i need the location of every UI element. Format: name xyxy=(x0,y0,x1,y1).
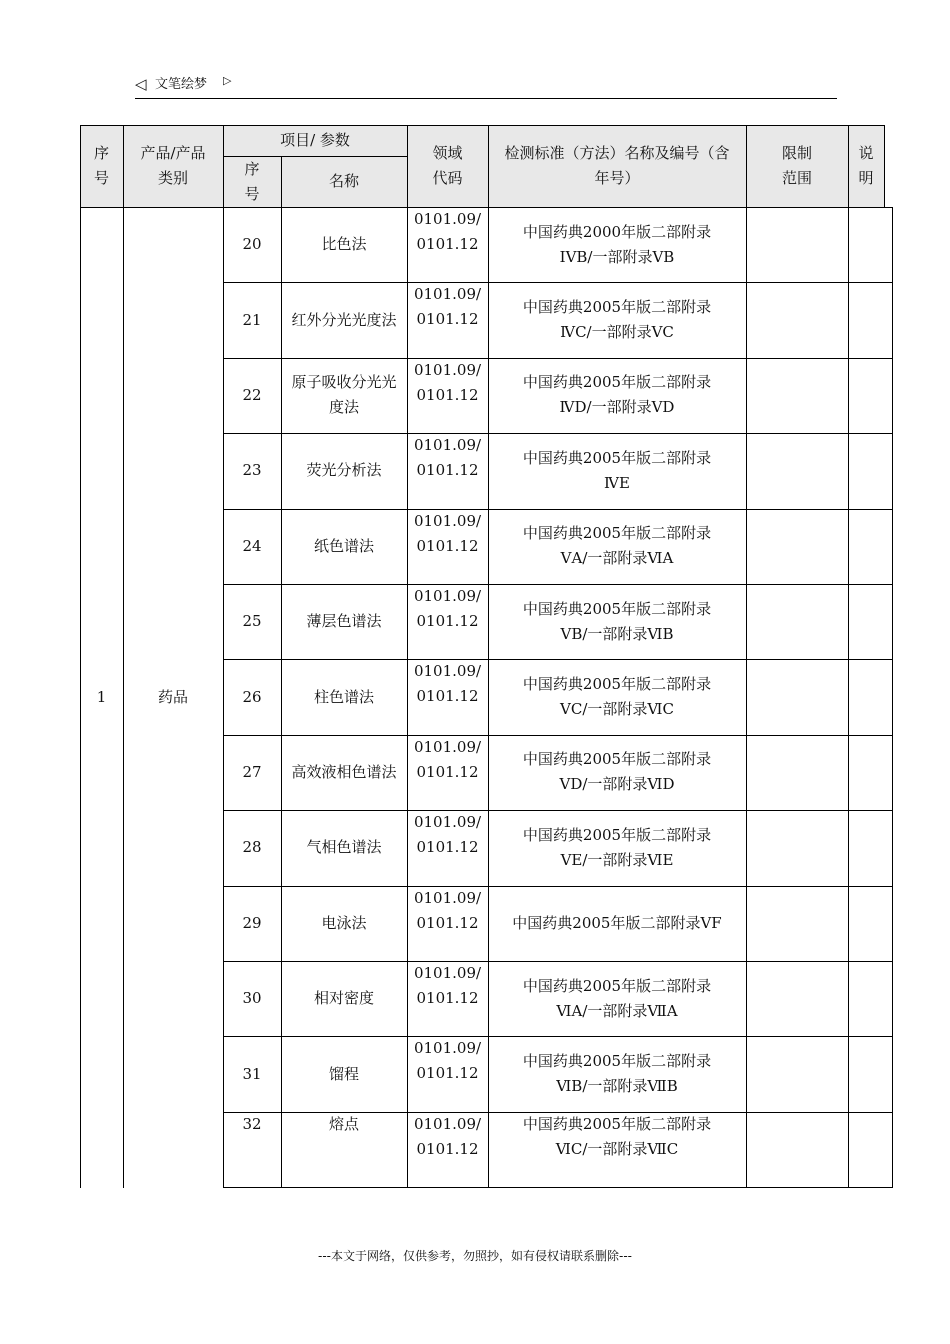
row-code-text: 0101.09/0101.12 xyxy=(413,813,482,857)
row-num-text: 23 xyxy=(242,461,262,480)
row-name xyxy=(281,659,407,734)
header-item-name xyxy=(281,156,407,207)
grid-vline xyxy=(281,156,282,1188)
grid-vline xyxy=(746,125,747,1188)
left-triangle-icon: ◁ xyxy=(135,75,147,93)
row-num-text: 28 xyxy=(242,838,262,857)
right-triangle-icon: ▷ xyxy=(223,74,232,87)
row-code xyxy=(407,961,488,1036)
header-seq xyxy=(80,125,123,207)
row-name-text: 气相色谱法 xyxy=(306,838,382,857)
table-right-border xyxy=(892,207,893,1188)
page-header xyxy=(135,74,837,99)
grid-vline xyxy=(848,125,849,1188)
row-num xyxy=(223,433,281,508)
row-standard xyxy=(488,509,746,584)
row-standard-text: 中国药典2005年版二部附录ⅤD/一部附录ⅥD xyxy=(522,750,712,794)
row-code xyxy=(407,1036,488,1111)
row-standard-text: 中国药典2005年版二部附录ⅤC/一部附录ⅥC xyxy=(522,675,712,719)
header-standard xyxy=(488,125,746,207)
row-code xyxy=(407,886,488,961)
row-code xyxy=(407,1112,488,1187)
row-name xyxy=(281,810,407,885)
row-standard xyxy=(488,886,746,961)
row-name-text: 荧光分析法 xyxy=(306,461,382,480)
row-standard-text: 中国药典2005年版二部附录ⅤA/一部附录ⅥA xyxy=(522,524,712,568)
row-name xyxy=(281,358,407,433)
row-num xyxy=(223,810,281,885)
row-name xyxy=(281,886,407,961)
row-code xyxy=(407,358,488,433)
row-name xyxy=(281,282,407,357)
header-item-seq-text: 序号 xyxy=(244,159,260,203)
row-divider xyxy=(223,1187,893,1188)
row-name xyxy=(281,1036,407,1111)
row-name xyxy=(281,584,407,659)
row-code-text: 0101.09/0101.12 xyxy=(413,210,482,253)
header-domain-code-text: 领域代码 xyxy=(432,144,463,187)
row-name xyxy=(281,509,407,584)
row-num-text: 21 xyxy=(242,310,262,329)
row-standard xyxy=(488,659,746,734)
row-name-text: 红外分光光度法 xyxy=(291,310,397,329)
row-name-text: 原子吸收分光光度法 xyxy=(291,373,397,417)
row-standard xyxy=(488,1036,746,1111)
header-note xyxy=(848,125,884,207)
header-item-group-text: 项目/ 参数 xyxy=(280,131,350,149)
row-name xyxy=(281,1112,407,1187)
row-standard-text: 中国药典2005年版二部附录ⅥB/一部附录ⅦB xyxy=(522,1052,712,1096)
row-standard xyxy=(488,735,746,810)
row-standard-text: 中国药典2005年版二部附录ⅥC/一部附录ⅦC xyxy=(522,1114,712,1158)
row-name-text: 比色法 xyxy=(321,235,367,254)
row-num xyxy=(223,961,281,1036)
header-seq-text: 序号 xyxy=(93,144,109,187)
row-num-text: 30 xyxy=(242,989,262,1008)
row-num xyxy=(223,659,281,734)
header-standard-text: 检测标准（方法）名称及编号（含年号） xyxy=(504,144,730,187)
header-category-text: 产品/产品类别 xyxy=(140,144,206,187)
row-standard xyxy=(488,584,746,659)
row-code-text: 0101.09/0101.12 xyxy=(413,964,482,1007)
header-item-name-text: 名称 xyxy=(328,172,359,190)
row-num xyxy=(223,735,281,810)
grid-vline xyxy=(488,125,489,1188)
row-num xyxy=(223,207,281,282)
row-code-text: 0101.09/0101.12 xyxy=(413,1114,482,1158)
row-num-text: 20 xyxy=(242,235,262,254)
row-num-text: 31 xyxy=(242,1064,262,1083)
row-num-text: 26 xyxy=(242,687,262,706)
row-code xyxy=(407,659,488,734)
row-standard-text: 中国药典2005年版二部附录ⅤB/一部附录ⅥB xyxy=(522,599,712,643)
header-item-seq xyxy=(223,156,281,207)
row-code xyxy=(407,433,488,508)
grid-vline xyxy=(223,125,224,1188)
row-num-text: 29 xyxy=(242,913,262,932)
row-num xyxy=(223,282,281,357)
row-standard-text: 中国药典2005年版二部附录ⅣE xyxy=(522,448,712,492)
row-code-text: 0101.09/0101.12 xyxy=(413,587,482,630)
table-top-border xyxy=(80,125,885,126)
row-num-text: 32 xyxy=(242,1114,262,1133)
row-name-text: 熔点 xyxy=(328,1114,359,1133)
group-seq-cell-text: 1 xyxy=(96,687,107,706)
header-item-group xyxy=(223,125,407,156)
header-note-text: 说明 xyxy=(858,144,874,187)
row-standard-text: 中国药典2005年版二部附录ⅤE/一部附录ⅥE xyxy=(522,825,712,869)
row-code-text: 0101.09/0101.12 xyxy=(413,285,482,329)
row-standard-text: 中国药典2005年版二部附录ⅥA/一部附录ⅦA xyxy=(522,976,712,1020)
row-num xyxy=(223,584,281,659)
group-category-cell-text: 药品 xyxy=(157,687,188,706)
header-mid-line xyxy=(223,156,408,157)
row-num xyxy=(223,509,281,584)
row-code xyxy=(407,584,488,659)
row-code-text: 0101.09/0101.12 xyxy=(413,436,482,480)
row-standard xyxy=(488,810,746,885)
row-num xyxy=(223,886,281,961)
row-code-text: 0101.09/0101.12 xyxy=(413,511,482,555)
row-name xyxy=(281,207,407,282)
row-standard-text: 中国药典2005年版二部附录ⅣD/一部附录ⅤD xyxy=(522,373,712,417)
row-standard xyxy=(488,358,746,433)
row-num xyxy=(223,358,281,433)
row-name-text: 高效液相色谱法 xyxy=(291,762,397,781)
row-num xyxy=(223,1112,281,1187)
row-code-text: 0101.09/0101.12 xyxy=(413,737,482,781)
row-num-text: 25 xyxy=(242,612,262,631)
table-left-border xyxy=(80,125,81,1188)
row-num-text: 24 xyxy=(242,536,262,555)
row-code xyxy=(407,282,488,357)
row-standard-text: 中国药典2005年版二部附录ⅤF xyxy=(512,913,722,932)
row-name-text: 柱色谱法 xyxy=(313,687,374,706)
row-standard xyxy=(488,961,746,1036)
row-code-text: 0101.09/0101.12 xyxy=(413,1039,482,1083)
header-category xyxy=(123,125,223,207)
row-code xyxy=(407,207,488,282)
row-name xyxy=(281,961,407,1036)
row-num xyxy=(223,1036,281,1111)
row-standard-text: 中国药典2005年版二部附录ⅣC/一部附录ⅤC xyxy=(522,298,712,342)
header-limit-text: 限制范围 xyxy=(781,144,812,187)
row-code-text: 0101.09/0101.12 xyxy=(413,360,482,404)
group-category-cell xyxy=(123,207,223,1187)
header-limit xyxy=(746,125,848,207)
group-seq-cell xyxy=(80,207,123,1187)
header-bottom-line xyxy=(80,207,893,208)
row-name xyxy=(281,735,407,810)
row-standard xyxy=(488,207,746,282)
row-standard xyxy=(488,1112,746,1187)
row-name-text: 纸色谱法 xyxy=(313,536,374,555)
row-name-text: 薄层色谱法 xyxy=(306,612,382,631)
row-code xyxy=(407,810,488,885)
row-standard-text: 中国药典2000年版二部附录IVB/一部附录VB xyxy=(522,222,712,266)
header-domain-code xyxy=(407,125,488,207)
row-code xyxy=(407,509,488,584)
row-code-text: 0101.09/0101.12 xyxy=(413,888,482,932)
row-code xyxy=(407,735,488,810)
row-num-text: 27 xyxy=(242,762,262,781)
row-num-text: 22 xyxy=(242,385,262,404)
row-code-text: 0101.09/0101.12 xyxy=(413,662,482,706)
row-name-text: 相对密度 xyxy=(313,989,374,1008)
row-name-text: 馏程 xyxy=(328,1064,359,1083)
row-standard xyxy=(488,433,746,508)
grid-vline xyxy=(407,125,408,1188)
grid-vline xyxy=(123,125,124,1188)
row-name xyxy=(281,433,407,508)
row-standard xyxy=(488,282,746,357)
row-name-text: 电泳法 xyxy=(321,913,367,932)
grid-vline xyxy=(884,125,885,207)
footer-disclaimer: ---本文于网络，仅供参考，勿照抄，如有侵权请联系删除--- xyxy=(318,1249,632,1263)
header-brand: 文笔绘梦 xyxy=(155,77,208,92)
